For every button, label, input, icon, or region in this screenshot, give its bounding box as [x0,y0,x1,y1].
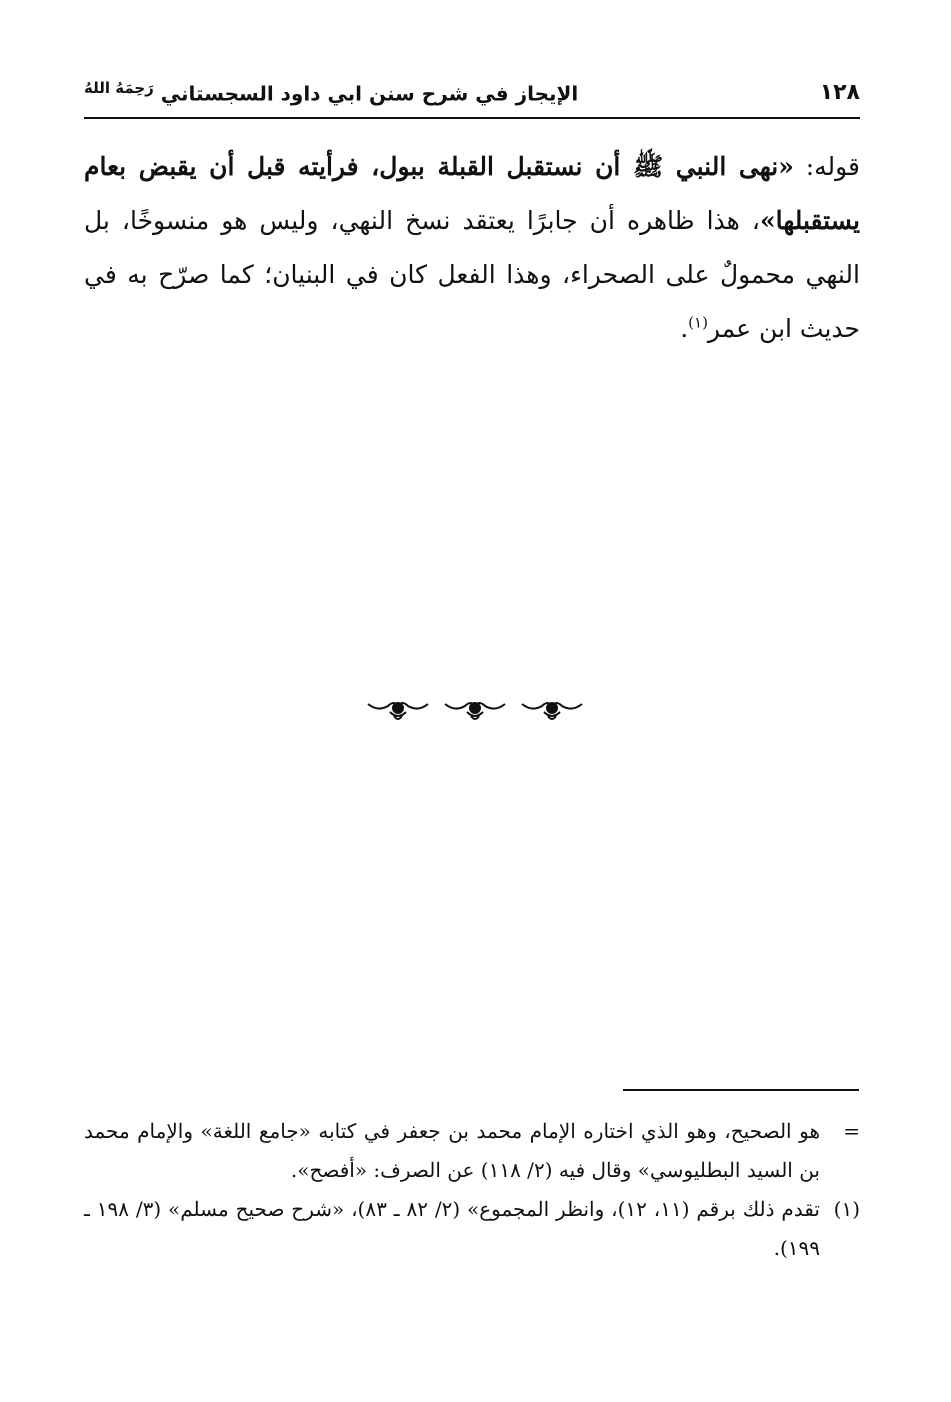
quote-part2: أن نستقبل القبلة ببول، فرأيته قبل أن يقبض بعام يستقبلها» [84,152,860,235]
header-rule [84,117,860,119]
end-punctuation: . [680,314,689,343]
quote-part1: «نهى النبي [663,152,794,181]
commentary-text: ، هذا ظاهره أن جابرًا يعتقد نسخ النهي، وليس هو منسوخًا، بل النهي محمولٌ على الصحراء، وهذا الفعل كان في البنيان؛ كما صرّح به في حديث ابن عمر [84,206,860,343]
footnote-1-text: تقدم ذلك برقم (١١، ١٢)، وانظر المجموع» (٢/ ٨٢ ـ ٨٣)، «شرح صحيح مسلم» (٣/ ١٩٨ ـ ١٩٩). [84,1197,820,1260]
footnote-continuation [84,1112,860,1190]
page-number: ١٢٨ [819,79,860,105]
footnote-rule [623,1089,859,1091]
continuation-mark: = [843,1119,860,1143]
running-title-text: الإيجاز في شرح سنن ابي داود السجستاني [160,81,579,106]
prophet-honorific: ﷺ [632,152,664,181]
footnote-reference[interactable]: (١) [688,313,708,332]
title-honorific: رَحِمَهُ اللهُ [84,78,154,97]
footnotes [84,1112,860,1268]
main-paragraph [84,140,860,356]
intro-text: قوله: [793,152,861,181]
footnote-1-mark: (١) [833,1197,860,1221]
footnote-1 [84,1190,860,1268]
continuation-text: هو الصحيح، وهو الذي اختاره الإمام محمد بن جعفر في كتابه «جامع اللغة» والإمام محمد بن السيد البطليوسي» وقال فيه (٢/ ١١٨) عن الصرف: «أفصح». [84,1119,820,1182]
running-title [84,79,578,106]
floral-divider-icon [360,686,590,726]
page-header [84,70,860,114]
